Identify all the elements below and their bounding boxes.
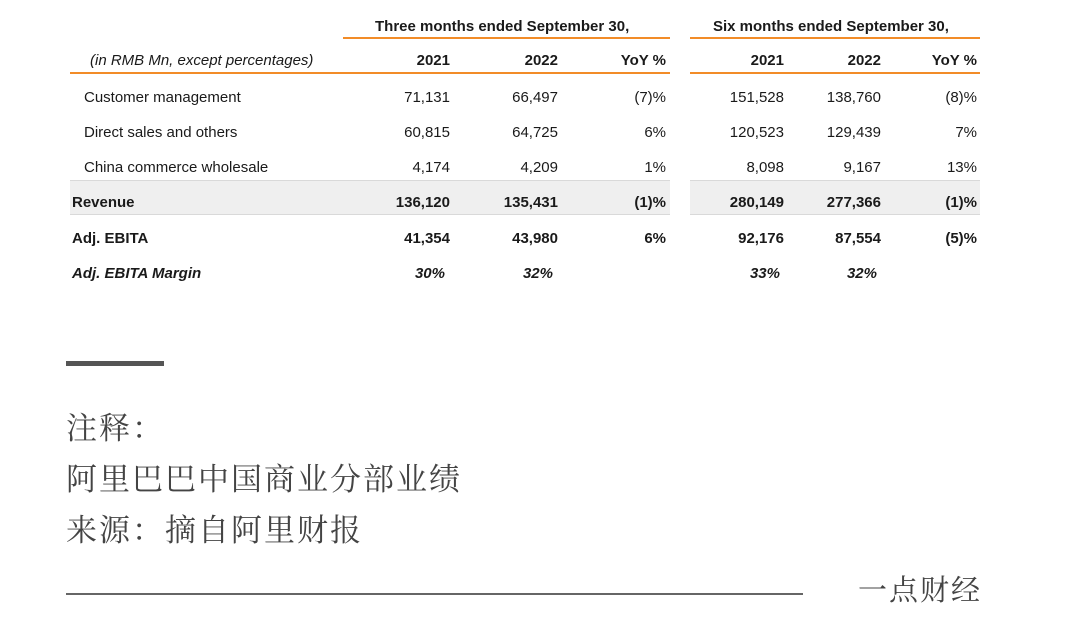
group-header-six-months: Six months ended September 30, xyxy=(713,18,949,35)
table-cell: 7% xyxy=(955,124,977,141)
note-heading: 注释： xyxy=(66,411,165,446)
table-cell: 9,167 xyxy=(843,159,881,176)
table-cell: 277,366 xyxy=(826,194,881,211)
table-cell: 32% xyxy=(846,265,877,282)
row-label-revenue: Revenue xyxy=(72,194,135,211)
table-cell: 135,431 xyxy=(503,194,558,211)
table-cell: 41,354 xyxy=(404,230,450,247)
table-cell: 71,131 xyxy=(404,89,450,106)
header-underline-1 xyxy=(70,72,670,74)
table-cell: 136,120 xyxy=(395,194,450,211)
table-cell: 151,528 xyxy=(729,89,784,106)
unit-note: (in RMB Mn, except percentages) xyxy=(90,52,314,69)
row-label-customer-management: Customer management xyxy=(84,89,241,106)
row-label-china-commerce-wholesale: China commerce wholesale xyxy=(84,159,269,176)
brand-name: 一点财经 xyxy=(858,575,983,607)
table-cell: 60,815 xyxy=(404,124,450,141)
row-separator-3 xyxy=(70,214,670,215)
footer-rule xyxy=(66,593,803,595)
header-underline-2 xyxy=(690,72,980,74)
row-separator-4 xyxy=(690,214,980,215)
col-header: 2022 xyxy=(847,52,881,69)
financial-table xyxy=(0,0,1080,300)
table-cell: 66,497 xyxy=(512,89,558,106)
row-label-direct-sales: Direct sales and others xyxy=(84,124,238,141)
note-source: 来源：摘自阿里财报 xyxy=(66,513,363,548)
table-cell: 138,760 xyxy=(826,89,881,106)
table-cell: 64,725 xyxy=(512,124,558,141)
table-cell: 8,098 xyxy=(746,159,784,176)
table-cell: 87,554 xyxy=(835,230,881,247)
row-label-adj-ebita-margin: Adj. EBITA Margin xyxy=(72,265,202,282)
table-cell: 280,149 xyxy=(729,194,784,211)
table-cell: (7)% xyxy=(634,89,666,106)
group-header-three-months: Three months ended September 30, xyxy=(375,18,630,35)
table-cell: 92,176 xyxy=(738,230,784,247)
table-cell: 6% xyxy=(644,124,666,141)
table-cell: (1)% xyxy=(634,194,666,211)
table-cell: 32% xyxy=(522,265,553,282)
row-separator xyxy=(70,180,670,181)
table-cell: 6% xyxy=(644,230,666,247)
row-label-adj-ebita: Adj. EBITA xyxy=(72,230,149,247)
table-cell: (5)% xyxy=(945,230,977,247)
col-header: 2022 xyxy=(524,52,558,69)
group-underline-1 xyxy=(343,37,670,39)
group-underline-2 xyxy=(690,37,980,39)
col-header: YoY % xyxy=(620,52,666,69)
table-cell: (8)% xyxy=(945,89,977,106)
note-description: 阿里巴巴中国商业分部业绩 xyxy=(66,462,462,497)
row-separator-2 xyxy=(690,180,980,181)
table-cell: 4,174 xyxy=(412,159,450,176)
table-cell: (1)% xyxy=(945,194,977,211)
col-header: 2021 xyxy=(416,52,450,69)
table-cell: 129,439 xyxy=(826,124,881,141)
col-header: 2021 xyxy=(750,52,784,69)
table-cell: 30% xyxy=(414,265,445,282)
table-cell: 43,980 xyxy=(512,230,558,247)
table-cell: 13% xyxy=(946,159,977,176)
table-cell: 1% xyxy=(644,159,666,176)
table-cell: 4,209 xyxy=(520,159,558,176)
table-cell: 120,523 xyxy=(729,124,784,141)
col-header: YoY % xyxy=(931,52,977,69)
table-cell: 33% xyxy=(749,265,780,282)
decorative-bar xyxy=(66,361,164,366)
